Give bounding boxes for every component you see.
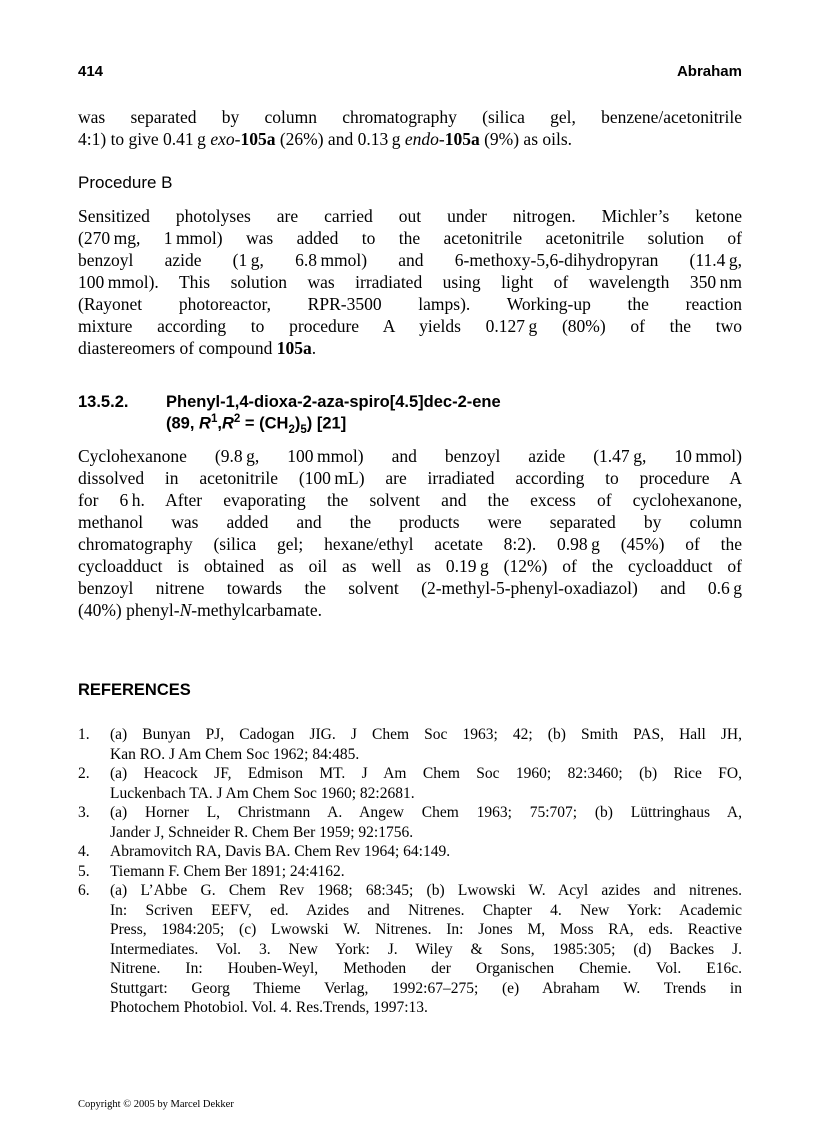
reference-line: (a) Bunyan PJ, Cadogan JIG. J Chem Soc 1963; 42; (b) Smith PAS, Hall JH, <box>110 726 742 743</box>
text-line: cycloadduct is obtained as oil as well as 0.19 g (12%) of the cycloadduct of <box>78 556 742 576</box>
section-number: 13.5.2. <box>78 393 129 411</box>
reference-item <box>78 842 742 862</box>
running-head-author: Abraham <box>676 63 742 80</box>
text-line: was separated by column chromatography (silica gel, benzene/acetonitrile <box>78 107 742 127</box>
procedure-b-heading: Procedure B <box>78 173 173 192</box>
reference-number: 6. <box>78 882 90 899</box>
references-list <box>78 725 742 1018</box>
text-line: (270 mg, 1 mmol) was added to the acetonitrile acetonitrile solution of <box>78 228 742 248</box>
text-line: 100 mmol). This solution was irradiated using light of wavelength 350 nm <box>78 272 742 292</box>
text-line: for 6 h. After evaporating the solvent and the excess of cyclohexanone, <box>78 490 742 510</box>
reference-item <box>78 881 742 1018</box>
reference-line: (a) L’Abbe G. Chem Rev 1968; 68:345; (b) Lwowski W. Acyl azides and nitrenes. <box>110 882 742 899</box>
reference-number: 2. <box>78 765 90 782</box>
references-heading: REFERENCES <box>78 681 191 699</box>
section-title-line1: Phenyl-1,4-dioxa-2-aza-spiro[4.5]dec-2-ene <box>166 393 501 411</box>
text-line: (40%) phenyl-N-methylcarbamate. <box>78 600 322 620</box>
reference-line: Stuttgart: Georg Thieme Verlag, 1992:67–275; (e) Abraham W. Trends in <box>110 979 742 997</box>
reference-line: Press, 1984:205; (c) Lwowski W. Nitrenes. In: Jones M, Moss RA, eds. Reactive <box>110 921 742 938</box>
section-paragraph <box>78 445 742 621</box>
text-line: 4:1) to give 0.41 g exo-105a (26%) and 0.13 g endo-105a (9%) as oils. <box>78 129 573 149</box>
text-line: benzoyl nitrene towards the solvent (2-methyl-5-phenyl-oxadiazol) and 0.6 g <box>78 578 742 598</box>
reference-item <box>78 862 742 882</box>
document-page <box>78 0 742 1123</box>
reference-line: Kan RO. J Am Chem Soc 1962; 84:485. <box>110 745 360 763</box>
reference-item <box>78 725 742 764</box>
reference-line: Abramovitch RA, Davis BA. Chem Rev 1964; 64:149. <box>110 843 451 860</box>
reference-line: In: Scriven EEFV, ed. Azides and Nitrenes. Chapter 4. New York: Academic <box>110 901 742 919</box>
copyright-footer: Copyright © 2005 by Marcel Dekker <box>78 1099 234 1110</box>
intro-paragraph <box>78 106 742 150</box>
text-line: benzoyl azide (1 g, 6.8 mmol) and 6-methoxy-5,6-dihydropyran (11.4 g, <box>78 250 742 270</box>
text-line: (Rayonet photoreactor, RPR-3500 lamps). Working-up the reaction <box>78 294 742 314</box>
text-line: Cyclohexanone (9.8 g, 100 mmol) and benzoyl azide (1.47 g, 10 mmol) <box>78 446 742 466</box>
reference-line: (a) Horner L, Christmann A. Angew Chem 1963; 75:707; (b) Lüttringhaus A, <box>110 804 742 821</box>
reference-item <box>78 764 742 803</box>
reference-line: Jander J, Schneider R. Chem Ber 1959; 92:1756. <box>110 823 414 841</box>
text-line: dissolved in acetonitrile (100 mL) are irradiated according to procedure A <box>78 468 742 488</box>
reference-line: Nitrene. In: Houben-Weyl, Methoden der Organischen Chemie. Vol. E16c. <box>110 960 742 977</box>
section-title-line2: (89, $R^1,R^2 = (CH_2)_5$) [21] <box>166 413 347 436</box>
reference-line: Luckenbach TA. J Am Chem Soc 1960; 82:2681. <box>110 784 415 802</box>
reference-number: 5. <box>78 862 90 880</box>
reference-line: Tiemann F. Chem Ber 1891; 24:4162. <box>110 862 345 880</box>
reference-line: (a) Heacock JF, Edmison MT. J Am Chem Soc 1960; 82:3460; (b) Rice FO, <box>110 765 742 782</box>
reference-line: Photochem Photobiol. Vol. 4. Res.Trends, 1997:13. <box>110 999 428 1016</box>
text-line: mixture according to procedure A yields 0.127 g (80%) of the two <box>78 316 742 336</box>
text-line: chromatography (silica gel; hexane/ethyl acetate 8:2). 0.98 g (45%) of the <box>78 534 742 554</box>
reference-number: 3. <box>78 804 90 821</box>
page-number: 414 <box>78 63 104 80</box>
reference-number: 1. <box>78 726 90 743</box>
reference-number: 4. <box>78 843 90 860</box>
text-line: Sensitized photolyses are carried out under nitrogen. Michler’s ketone <box>78 206 742 226</box>
reference-line: Intermediates. Vol. 3. New York: J. Wiley & Sons, 1985:305; (d) Backes J. <box>110 940 742 958</box>
text-line: methanol was added and the products were separated by column <box>78 512 742 532</box>
page-header <box>78 63 742 83</box>
reference-item <box>78 803 742 842</box>
procedure-b-paragraph <box>78 205 742 359</box>
text-line: diastereomers of compound 105a. <box>78 338 317 358</box>
